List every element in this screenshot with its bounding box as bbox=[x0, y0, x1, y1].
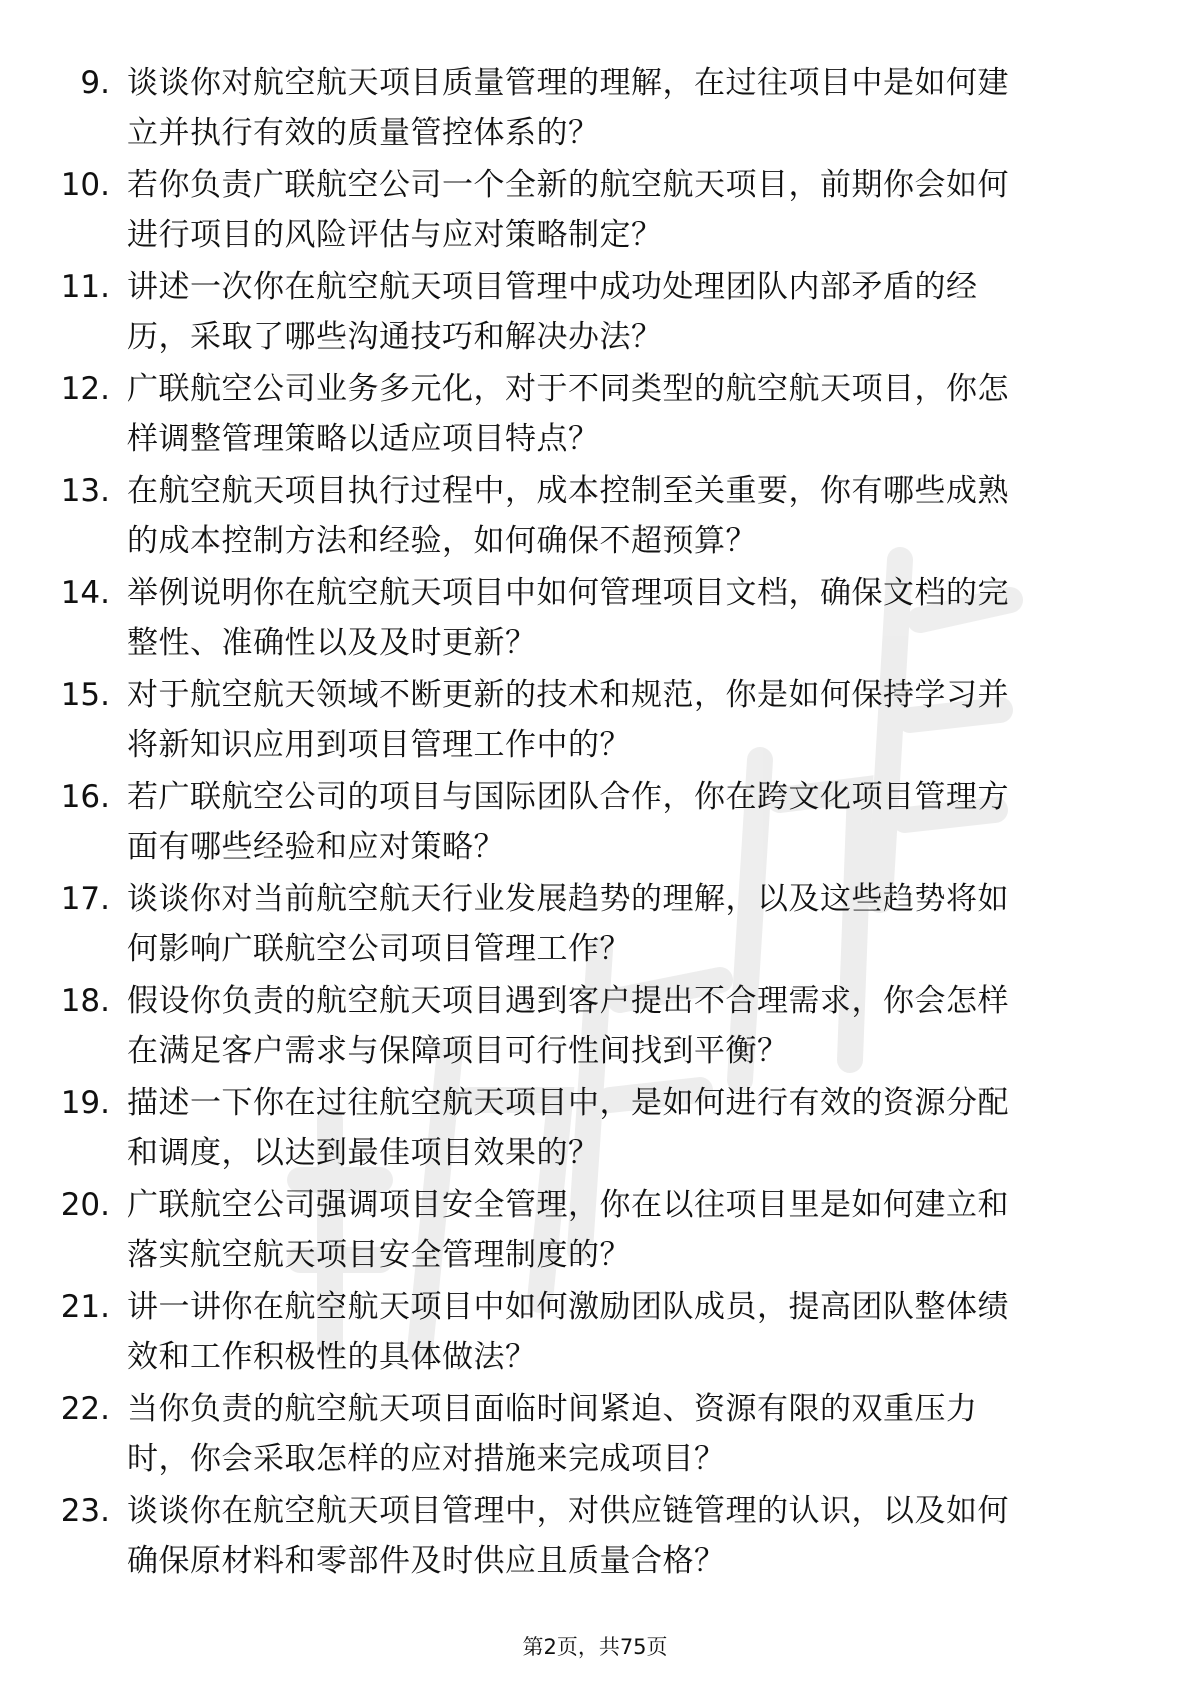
question-line: 时，你会采取怎样的应对措施来完成项目？ bbox=[127, 1441, 726, 1477]
list-item bbox=[0, 1180, 1190, 1280]
list-item bbox=[0, 670, 1190, 770]
list-item bbox=[0, 568, 1190, 668]
question-line: 确保原材料和零部件及时供应且质量合格？ bbox=[127, 1543, 726, 1579]
question-line: 面有哪些经验和应对策略？ bbox=[127, 829, 505, 865]
question-text bbox=[127, 1486, 1117, 1586]
question-number: 22. bbox=[60, 1391, 110, 1427]
question-number: 23. bbox=[60, 1493, 110, 1529]
question-number: 18. bbox=[60, 983, 110, 1019]
list-item bbox=[0, 772, 1190, 872]
question-line: 立并执行有效的质量管控体系的？ bbox=[127, 115, 600, 151]
question-line: 广联航空公司业务多元化，对于不同类型的航空航天项目，你怎 bbox=[127, 371, 1009, 407]
question-text bbox=[127, 262, 1117, 362]
question-text bbox=[127, 670, 1117, 770]
list-item bbox=[0, 160, 1190, 260]
question-text bbox=[127, 1282, 1117, 1382]
question-line: 讲一讲你在航空航天项目中如何激励团队成员，提高团队整体绩 bbox=[127, 1289, 1009, 1325]
question-text bbox=[127, 1384, 1117, 1484]
question-text bbox=[127, 976, 1117, 1076]
question-line: 若广联航空公司的项目与国际团队合作，你在跨文化项目管理方 bbox=[127, 779, 1009, 815]
question-line: 谈谈你在航空航天项目管理中，对供应链管理的认识，以及如何 bbox=[127, 1493, 1009, 1529]
question-number: 17. bbox=[60, 881, 110, 917]
question-number: 21. bbox=[60, 1289, 110, 1325]
question-number: 9. bbox=[80, 65, 110, 101]
question-text bbox=[127, 772, 1117, 872]
question-line: 落实航空航天项目安全管理制度的？ bbox=[127, 1237, 631, 1273]
question-line: 当你负责的航空航天项目面临时间紧迫、资源有限的双重压力 bbox=[127, 1391, 978, 1427]
question-text bbox=[127, 364, 1117, 464]
question-line: 讲述一次你在航空航天项目管理中成功处理团队内部矛盾的经 bbox=[127, 269, 978, 305]
list-item bbox=[0, 1078, 1190, 1178]
question-text bbox=[127, 160, 1117, 260]
question-line: 假设你负责的航空航天项目遇到客户提出不合理需求，你会怎样 bbox=[127, 983, 1009, 1019]
list-item bbox=[0, 1384, 1190, 1484]
question-line: 的成本控制方法和经验，如何确保不超预算？ bbox=[127, 523, 757, 559]
question-number: 10. bbox=[60, 167, 110, 203]
question-number: 12. bbox=[60, 371, 110, 407]
question-text bbox=[127, 1078, 1117, 1178]
question-line: 在满足客户需求与保障项目可行性间找到平衡？ bbox=[127, 1033, 789, 1069]
question-text bbox=[127, 58, 1117, 158]
question-line: 和调度，以达到最佳项目效果的？ bbox=[127, 1135, 600, 1171]
question-line: 对于航空航天领域不断更新的技术和规范，你是如何保持学习并 bbox=[127, 677, 1009, 713]
question-text bbox=[127, 568, 1117, 668]
question-number: 14. bbox=[60, 575, 110, 611]
question-number: 15. bbox=[60, 677, 110, 713]
list-item bbox=[0, 874, 1190, 974]
question-number: 19. bbox=[60, 1085, 110, 1121]
question-line: 整性、准确性以及及时更新？ bbox=[127, 625, 537, 661]
list-item bbox=[0, 976, 1190, 1076]
question-line: 描述一下你在过往航空航天项目中，是如何进行有效的资源分配 bbox=[127, 1085, 1009, 1121]
question-line: 将新知识应用到项目管理工作中的？ bbox=[127, 727, 631, 763]
list-item bbox=[0, 364, 1190, 464]
question-line: 何影响广联航空公司项目管理工作？ bbox=[127, 931, 631, 967]
list-item bbox=[0, 1486, 1190, 1586]
question-number: 16. bbox=[60, 779, 110, 815]
list-item bbox=[0, 1282, 1190, 1382]
question-line: 若你负责广联航空公司一个全新的航空航天项目，前期你会如何 bbox=[127, 167, 1009, 203]
list-item bbox=[0, 466, 1190, 566]
question-line: 广联航空公司强调项目安全管理，你在以往项目里是如何建立和 bbox=[127, 1187, 1009, 1223]
question-line: 效和工作积极性的具体做法？ bbox=[127, 1339, 537, 1375]
question-text bbox=[127, 1180, 1117, 1280]
list-item bbox=[0, 262, 1190, 362]
question-number: 13. bbox=[60, 473, 110, 509]
question-line: 谈谈你对当前航空航天行业发展趋势的理解，以及这些趋势将如 bbox=[127, 881, 1009, 917]
question-line: 谈谈你对航空航天项目质量管理的理解，在过往项目中是如何建 bbox=[127, 65, 1009, 101]
question-line: 在航空航天项目执行过程中，成本控制至关重要，你有哪些成熟 bbox=[127, 473, 1009, 509]
question-line: 举例说明你在航空航天项目中如何管理项目文档，确保文档的完 bbox=[127, 575, 1009, 611]
question-number: 11. bbox=[60, 269, 110, 305]
question-line: 样调整管理策略以适应项目特点？ bbox=[127, 421, 600, 457]
question-text bbox=[127, 466, 1117, 566]
question-line: 历，采取了哪些沟通技巧和解决办法？ bbox=[127, 319, 663, 355]
question-number: 20. bbox=[60, 1187, 110, 1223]
list-item bbox=[0, 58, 1190, 158]
question-line: 进行项目的风险评估与应对策略制定？ bbox=[127, 217, 663, 253]
question-text bbox=[127, 874, 1117, 974]
page-footer: 第2页，共75页 bbox=[522, 1635, 668, 1659]
